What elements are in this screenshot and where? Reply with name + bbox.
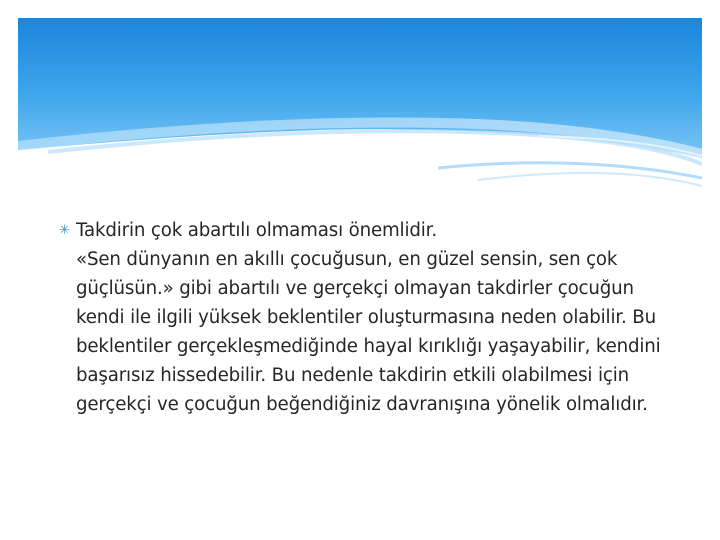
header-band: [18, 18, 702, 198]
content-area: [59, 216, 676, 419]
asterisk-icon: ✳: [59, 223, 70, 238]
bullet-item: [59, 216, 676, 245]
bullet-text: Takdirin çok abartılı olmaması önemlidir.: [76, 220, 437, 241]
body-paragraph: «Sen dünyanın en akıllı çocuğusun, en güzel sensin, sen çok güçlüsün.» gibi abartılı ve gerçekçi olmayan takdirler çocuğun kendi ile ilgili yüksek beklentiler oluşturmasına neden olabilir. Bu beklentiler gerçekleşmediğinde hayal kırıklığı yaşayabilir, kendini başarısız hissedebilir. Bu nedenle takdirin etkili olabilmesi için gerçekçi ve çocuğun beğendiğiniz davranışına yönelik olmalıdır.: [76, 249, 661, 415]
header-wave-graphic: [18, 18, 702, 198]
